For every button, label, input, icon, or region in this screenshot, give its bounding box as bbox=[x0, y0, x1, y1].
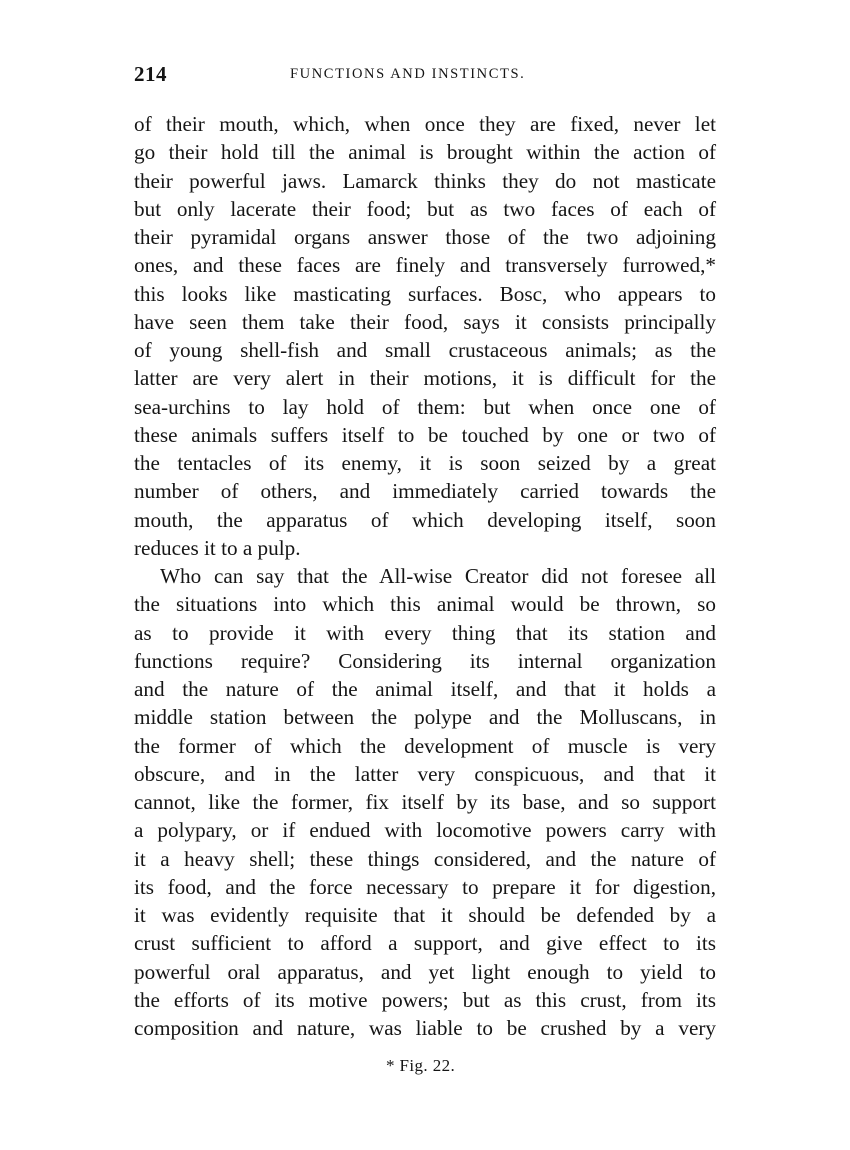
footnote: * Fig. 22. bbox=[386, 1056, 456, 1075]
text-line: the efforts of its motive powers; but as this crust, from its bbox=[134, 987, 716, 1012]
running-head: FUNCTIONS AND INSTINCTS. bbox=[290, 66, 526, 82]
text-line: a polypary, or if endued with locomotive powers carry with bbox=[134, 818, 716, 843]
text-line: go their hold till the animal is brought within the action of bbox=[134, 140, 716, 165]
text-line: sea-urchins to lay hold of them: but when once one of bbox=[134, 394, 716, 419]
page-number: 214 bbox=[134, 62, 167, 86]
text-line: these animals suffers itself to be touched by one or two of bbox=[134, 422, 716, 447]
text-line: the former of which the development of muscle is very bbox=[134, 733, 716, 758]
text-line: the tentacles of its enemy, it is soon seized by a great bbox=[134, 451, 716, 475]
text-line: powerful oral apparatus, and yet light enough to yield to bbox=[134, 959, 716, 984]
text-line: ones, and these faces are finely and transversely furrowed,* bbox=[134, 253, 716, 278]
text-line: number of others, and immediately carried towards the bbox=[134, 479, 716, 504]
text-line: have seen them take their food, says it consists principally bbox=[134, 309, 716, 334]
text-line: mouth, the apparatus of which developing itself, soon bbox=[134, 507, 716, 532]
text-line: the situations into which this animal would be thrown, so bbox=[134, 592, 716, 617]
text-line: their powerful jaws. Lamarck thinks they do not masticate bbox=[134, 168, 716, 193]
text-line: their pyramidal organs answer those of the two adjoining bbox=[134, 225, 716, 249]
text-line: and the nature of the animal itself, and that it holds a bbox=[134, 677, 716, 701]
text-line: cannot, like the former, fix itself by its base, and so support bbox=[134, 790, 716, 814]
page-header bbox=[134, 62, 716, 90]
text-line: Who can say that the All-wise Creator did not foresee all bbox=[160, 564, 716, 588]
body-text bbox=[134, 110, 716, 1042]
text-line: obscure, and in the latter very conspicuous, and that it bbox=[134, 761, 716, 786]
text-line: but only lacerate their food; but as two faces of each of bbox=[134, 196, 716, 221]
text-line: reduces it to a pulp. bbox=[134, 535, 301, 560]
text-line: it a heavy shell; these things considered, and the nature of bbox=[134, 846, 716, 871]
text-line: latter are very alert in their motions, it is difficult for the bbox=[134, 366, 716, 391]
text-line: middle station between the polype and the Molluscans, in bbox=[134, 705, 716, 730]
text-line: its food, and the force necessary to prepare it for digestion, bbox=[134, 874, 716, 899]
text-line: it was evidently requisite that it should be defended by a bbox=[134, 903, 716, 927]
text-line: functions require? Considering its internal organization bbox=[134, 648, 716, 673]
text-line: as to provide it with every thing that its station and bbox=[134, 620, 716, 645]
text-line: of young shell-fish and small crustaceous animals; as the bbox=[134, 338, 716, 362]
text-line: this looks like masticating surfaces. Bosc, who appears to bbox=[134, 281, 716, 306]
text-line: of their mouth, which, when once they are fixed, never let bbox=[134, 112, 716, 136]
text-line: composition and nature, was liable to be crushed by a very bbox=[134, 1016, 716, 1040]
text-line: crust sufficient to afford a support, and give effect to its bbox=[134, 931, 716, 956]
